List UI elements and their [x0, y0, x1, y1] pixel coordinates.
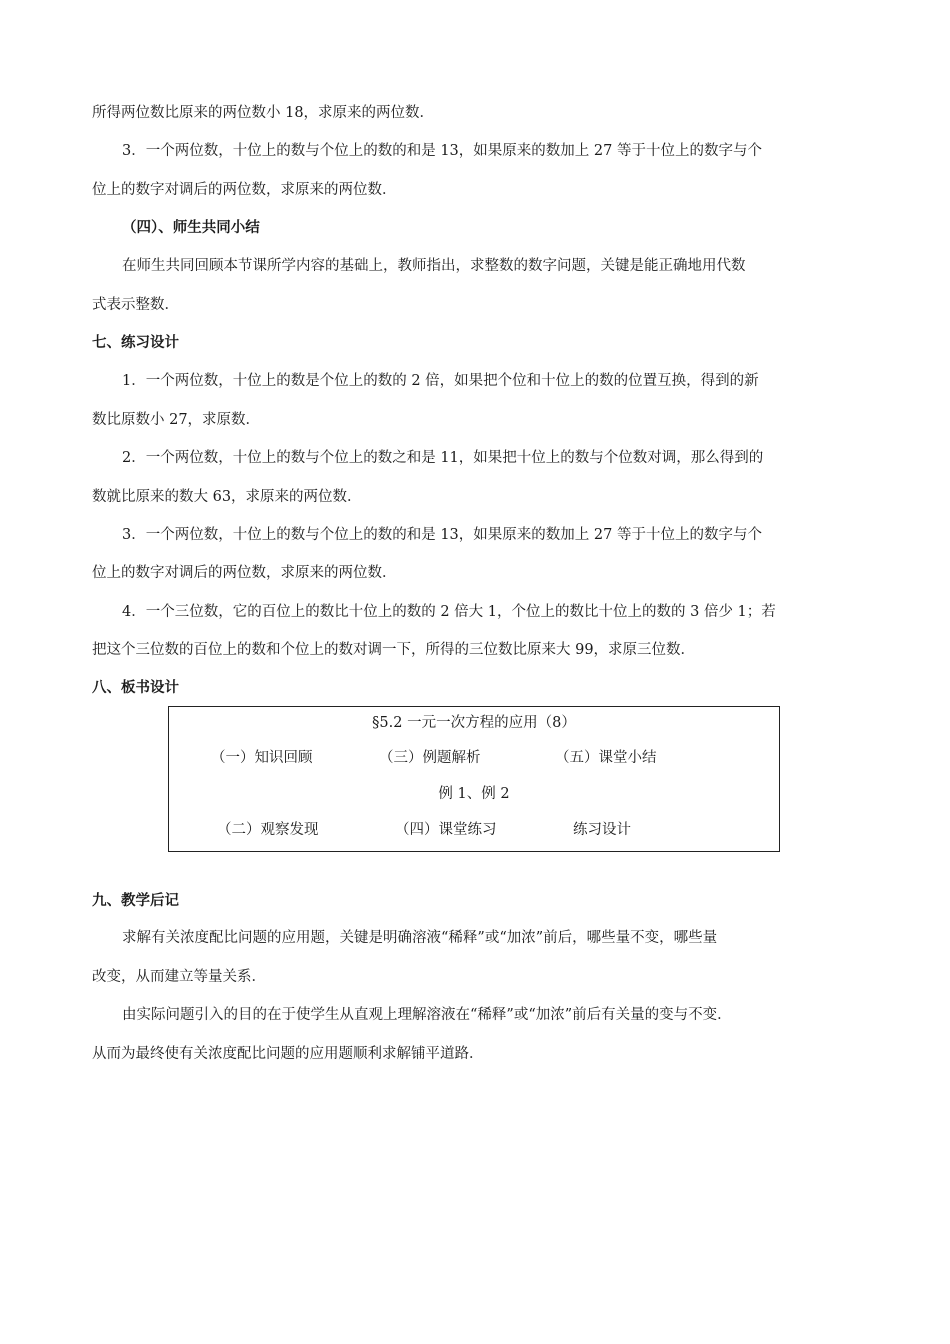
exercise-line: 把这个三位数的百位上的数和个位上的数对调一下，所得的三位数比原来大 99，求原三位数． [92, 642, 696, 658]
paragraph-line: 改变，从而建立等量关系． [92, 969, 266, 985]
section-heading-board: 八、板书设计 [92, 680, 179, 696]
paragraph-line: 式表示整数． [92, 297, 179, 313]
exercise-line: 2．一个两位数，十位上的数与个位上的数之和是 11，如果把十位上的数与个位数对调，那么得到的 [122, 450, 764, 466]
section-heading-practice: 七、练习设计 [92, 335, 179, 351]
board-item-exercise-design: 练习设计 [573, 822, 631, 838]
paragraph-line: 在师生共同回顾本节课所学内容的基础上，教师指出，求整数的数字问题，关键是能正确地用代数 [122, 258, 746, 274]
exercise-line: 1．一个两位数，十位上的数是个位上的数的 2 倍，如果把个位和十位上的数的位置互换，得到的新 [122, 373, 759, 389]
board-examples-list: 例 1、例 2 [438, 786, 510, 802]
exercise-line: 3．一个两位数，十位上的数与个位上的数的和是 13，如果原来的数加上 27 等于十位上的数字与个 [122, 527, 762, 543]
paragraph-line: 求解有关浓度配比问题的应用题，关键是明确溶液“稀释”或“加浓”前后，哪些量不变，哪些量 [122, 930, 718, 946]
paragraph-line: 由实际问题引入的目的在于使学生从直观上理解溶液在“稀释”或“加浓”前后有关量的变与不变． [122, 1007, 732, 1023]
board-item-practice: （四）课堂练习 [395, 822, 497, 838]
paragraph-line: 从而为最终使有关浓度配比问题的应用题顺利求解铺平道路． [92, 1046, 484, 1062]
paragraph-line: 3．一个两位数，十位上的数与个位上的数的和是 13，如果原来的数加上 27 等于十位上的数字与个 [122, 143, 762, 159]
paragraph-line: 位上的数字对调后的两位数，求原来的两位数． [92, 182, 397, 198]
exercise-line: 数就比原来的数大 63，求原来的两位数． [92, 489, 362, 505]
board-title: §5.2 一元一次方程的应用（8） [372, 715, 576, 731]
exercise-line: 位上的数字对调后的两位数，求原来的两位数． [92, 565, 397, 581]
paragraph-line: 所得两位数比原来的两位数小 18，求原来的两位数． [92, 105, 435, 121]
section-heading-summary: （四）、师生共同小结 [122, 220, 260, 236]
board-item-review: （一）知识回顾 [211, 750, 313, 766]
section-heading-notes: 九、教学后记 [92, 893, 179, 909]
board-item-examples: （三）例题解析 [379, 750, 481, 766]
board-design-box [168, 706, 780, 852]
exercise-line: 数比原数小 27，求原数． [92, 412, 261, 428]
board-item-summary: （五）课堂小结 [555, 750, 657, 766]
exercise-line: 4．一个三位数，它的百位上的数比十位上的数的 2 倍大 1，个位上的数比十位上的数的 3 倍少 1；若 [122, 604, 776, 620]
board-item-observe: （二）观察发现 [217, 822, 319, 838]
